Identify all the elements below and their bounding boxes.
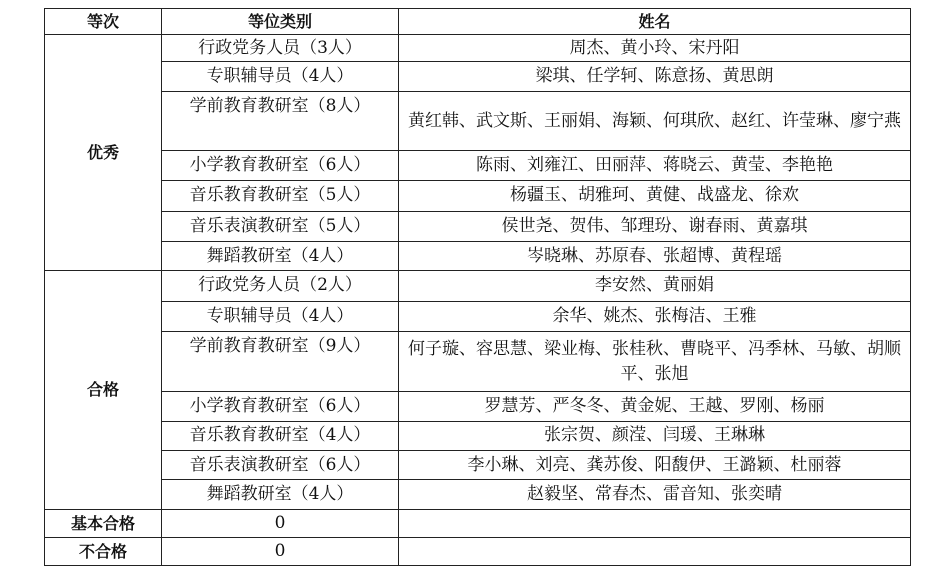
table-row <box>45 451 911 480</box>
names-cell: 梁琪、任学轲、陈意扬、黄思朗 <box>399 62 911 92</box>
names-cell: 张宗贺、颜滢、闫瑗、王琳琳 <box>399 421 911 450</box>
category-cell: 小学教育教研室（6人） <box>162 151 399 181</box>
table-row <box>45 509 911 537</box>
header-category: 等位类别 <box>162 9 399 35</box>
table-row <box>45 537 911 565</box>
names-cell: 李安然、黄丽娟 <box>399 271 911 301</box>
table-row <box>45 392 911 421</box>
category-cell: 音乐表演教研室（5人） <box>162 211 399 241</box>
names-cell: 何子璇、容思慧、梁业梅、张桂秋、曹晓平、冯季林、马敏、胡顺平、张旭 <box>399 331 911 392</box>
table-row <box>45 181 911 211</box>
table-row <box>45 241 911 270</box>
table-row <box>45 211 911 241</box>
category-cell: 学前教育教研室（9人） <box>162 331 399 392</box>
category-cell: 音乐教育教研室（4人） <box>162 421 399 450</box>
grade-cell-unqualified: 不合格 <box>45 537 162 565</box>
category-cell: 舞蹈教研室（4人） <box>162 480 399 509</box>
table-row <box>45 151 911 181</box>
names-cell: 黄红韩、武文斯、王丽娟、海颖、何琪欣、赵红、许莹琳、廖宁燕 <box>399 92 911 151</box>
header-grade: 等次 <box>45 9 162 35</box>
table-row <box>45 480 911 509</box>
category-cell: 行政党务人员（3人） <box>162 35 399 62</box>
count-cell: 0 <box>162 509 399 537</box>
category-cell: 学前教育教研室（8人） <box>162 92 399 151</box>
names-cell: 余华、姚杰、张梅洁、王雅 <box>399 301 911 331</box>
table-row <box>45 421 911 450</box>
grade-cell-excellent: 优秀 <box>45 35 162 271</box>
table-row <box>45 62 911 92</box>
table-row <box>45 331 911 392</box>
count-cell: 0 <box>162 537 399 565</box>
names-cell: 侯世尧、贺伟、邹理玢、谢春雨、黄嘉琪 <box>399 211 911 241</box>
header-names: 姓名 <box>399 9 911 35</box>
names-cell-empty <box>399 537 911 565</box>
names-cell: 周杰、黄小玲、宋丹阳 <box>399 35 911 62</box>
category-cell: 专职辅导员（4人） <box>162 62 399 92</box>
table-row <box>45 35 911 62</box>
names-cell: 杨疆玉、胡雅珂、黄健、战盛龙、徐欢 <box>399 181 911 211</box>
table-row <box>45 271 911 301</box>
names-cell: 罗慧芳、严冬冬、黄金妮、王越、罗刚、杨丽 <box>399 392 911 421</box>
table-row <box>45 92 911 151</box>
grade-cell-qualified: 合格 <box>45 271 162 509</box>
table-row <box>45 301 911 331</box>
names-cell: 李小琳、刘亮、龚苏俊、阳馥伊、王潞颖、杜丽蓉 <box>399 451 911 480</box>
category-cell: 音乐教育教研室（5人） <box>162 181 399 211</box>
appraisal-results-table <box>44 8 911 566</box>
names-cell: 岑晓琳、苏原春、张超博、黄程瑶 <box>399 241 911 270</box>
names-cell: 赵毅坚、常春杰、雷音知、张奕晴 <box>399 480 911 509</box>
category-cell: 专职辅导员（4人） <box>162 301 399 331</box>
category-cell: 音乐表演教研室（6人） <box>162 451 399 480</box>
names-cell: 陈雨、刘雍江、田丽萍、蒋晓云、黄莹、李艳艳 <box>399 151 911 181</box>
category-cell: 舞蹈教研室（4人） <box>162 241 399 270</box>
category-cell: 小学教育教研室（6人） <box>162 392 399 421</box>
category-cell: 行政党务人员（2人） <box>162 271 399 301</box>
names-cell-empty <box>399 509 911 537</box>
header-row <box>45 9 911 35</box>
grade-cell-basic-qualified: 基本合格 <box>45 509 162 537</box>
